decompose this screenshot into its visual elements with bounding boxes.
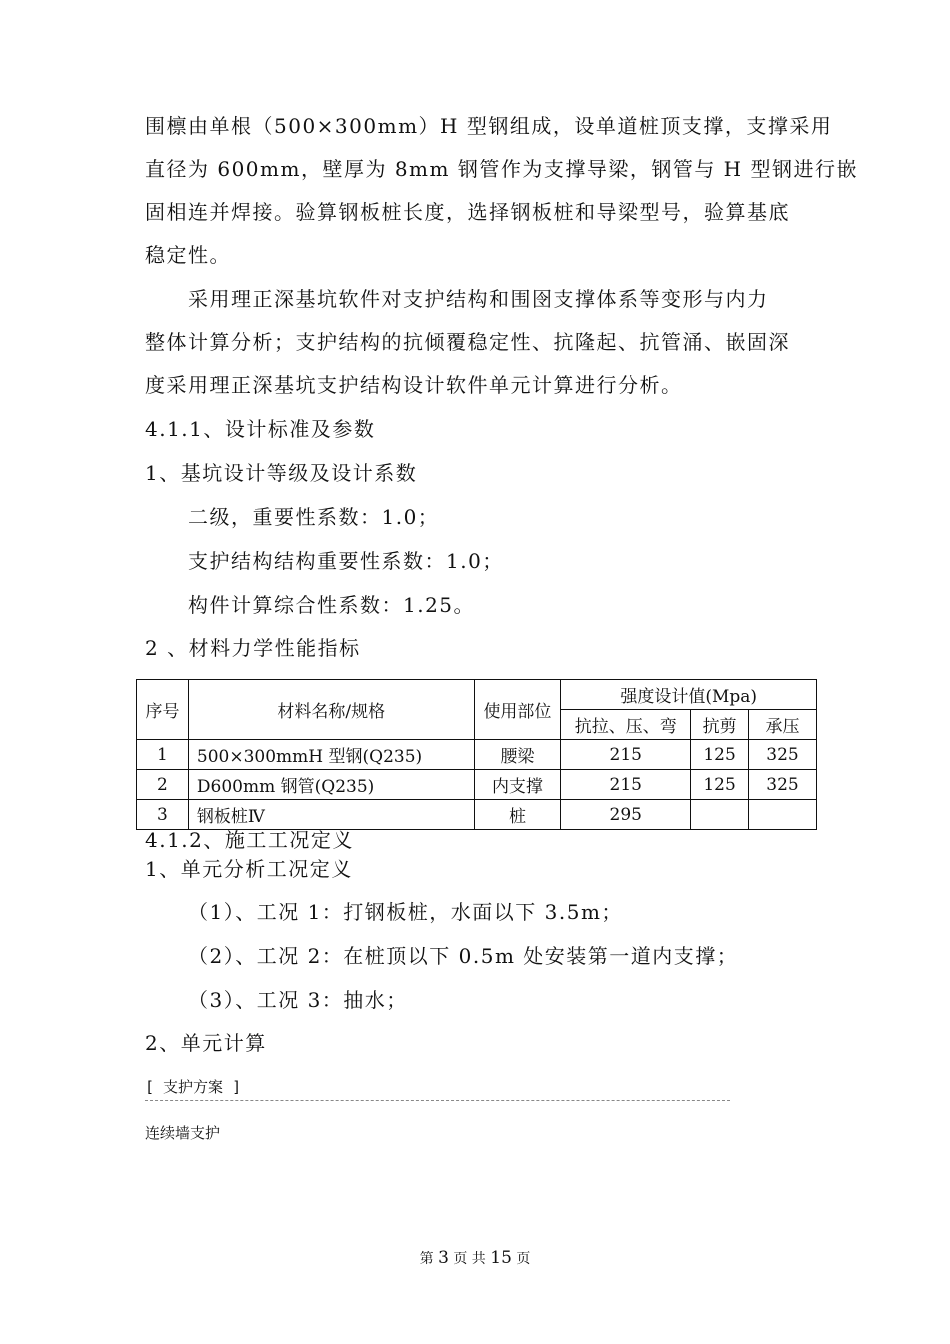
row-bearing: 325 [749, 770, 817, 800]
item1-line-3: 构件计算综合性系数：1.25。 [188, 593, 476, 617]
row-part: 腰梁 [474, 740, 561, 770]
section-heading-4-1-1: 4.1.1、设计标准及参数 [145, 417, 376, 441]
header-name: 材料名称/规格 [188, 680, 474, 740]
row-tension: 295 [561, 800, 691, 830]
scheme-label: [ 支护方案 ] [145, 1078, 242, 1096]
item1-line-1: 二级，重要性系数：1.0； [188, 505, 440, 529]
page-footer [0, 1248, 950, 1268]
footer-middle: 页 共 [453, 1251, 486, 1267]
condition-2: （2）、工况 2：在桩顶以下 0.5m 处安装第一道内支撑； [188, 944, 739, 968]
paragraph1-line-2: 直径为 600mm，壁厚为 8mm 钢管作为支撑导梁，钢管与 H 型钢进行嵌 [145, 157, 858, 181]
table-header-row [137, 680, 817, 710]
sub2-title: 2、单元计算 [145, 1031, 267, 1055]
row-name: 钢板桩Ⅳ [188, 800, 474, 830]
condition-3: （3）、工况 3：抽水； [188, 988, 408, 1012]
header-part: 使用部位 [474, 680, 561, 740]
row-tension: 215 [561, 770, 691, 800]
scheme-value: 连续墙支护 [145, 1124, 221, 1142]
row-seq: 1 [137, 740, 189, 770]
materials-table [136, 679, 817, 830]
row-tension: 215 [561, 740, 691, 770]
divider-dashed [145, 1100, 730, 1101]
row-part: 桩 [474, 800, 561, 830]
row-seq: 2 [137, 770, 189, 800]
footer-prefix: 第 [419, 1251, 434, 1267]
footer-suffix: 页 [516, 1251, 531, 1267]
table-row [137, 770, 817, 800]
sub1-title: 1、单元分析工况定义 [145, 857, 353, 881]
footer-total-pages: 15 [490, 1248, 512, 1268]
header-tension: 抗拉、压、弯 [561, 710, 691, 740]
table-row [137, 740, 817, 770]
row-name: D600mm 钢管(Q235) [188, 770, 474, 800]
item1-title: 1、基坑设计等级及设计系数 [145, 461, 418, 485]
header-shear: 抗剪 [691, 710, 749, 740]
row-shear: 125 [691, 770, 749, 800]
paragraph1-line-4: 稳定性。 [145, 243, 231, 267]
paragraph2-line-2: 整体计算分析；支护结构的抗倾覆稳定性、抗隆起、抗管涌、嵌固深 [145, 330, 790, 354]
item1-line-2: 支护结构结构重要性系数：1.0； [188, 549, 504, 573]
item2-title: 2 、材料力学性能指标 [145, 636, 361, 660]
paragraph2-line-1: 采用理正深基坑软件对支护结构和围囹支撑体系等变形与内力 [188, 287, 769, 311]
condition-1: （1）、工况 1：打钢板桩，水面以下 3.5m； [188, 900, 623, 924]
row-seq: 3 [137, 800, 189, 830]
paragraph1-line-3: 固相连并焊接。验算钢板桩长度，选择钢板桩和导梁型号，验算基底 [145, 200, 790, 224]
row-shear: 125 [691, 740, 749, 770]
footer-page-number: 3 [438, 1248, 449, 1268]
row-name: 500×300mmH 型钢(Q235) [188, 740, 474, 770]
paragraph1-line-1: 围檩由单根（500×300mm）H 型钢组成，设单道桩顶支撑，支撑采用 [145, 114, 833, 138]
row-bearing: 325 [749, 740, 817, 770]
header-seq: 序号 [137, 680, 189, 740]
header-bearing: 承压 [749, 710, 817, 740]
section-heading-4-1-2: 4.1.2、施工工况定义 [145, 828, 354, 852]
header-strength: 强度设计值(Mpa) [561, 680, 817, 710]
paragraph2-line-3: 度采用理正深基坑支护结构设计软件单元计算进行分析。 [145, 373, 683, 397]
row-part: 内支撑 [474, 770, 561, 800]
